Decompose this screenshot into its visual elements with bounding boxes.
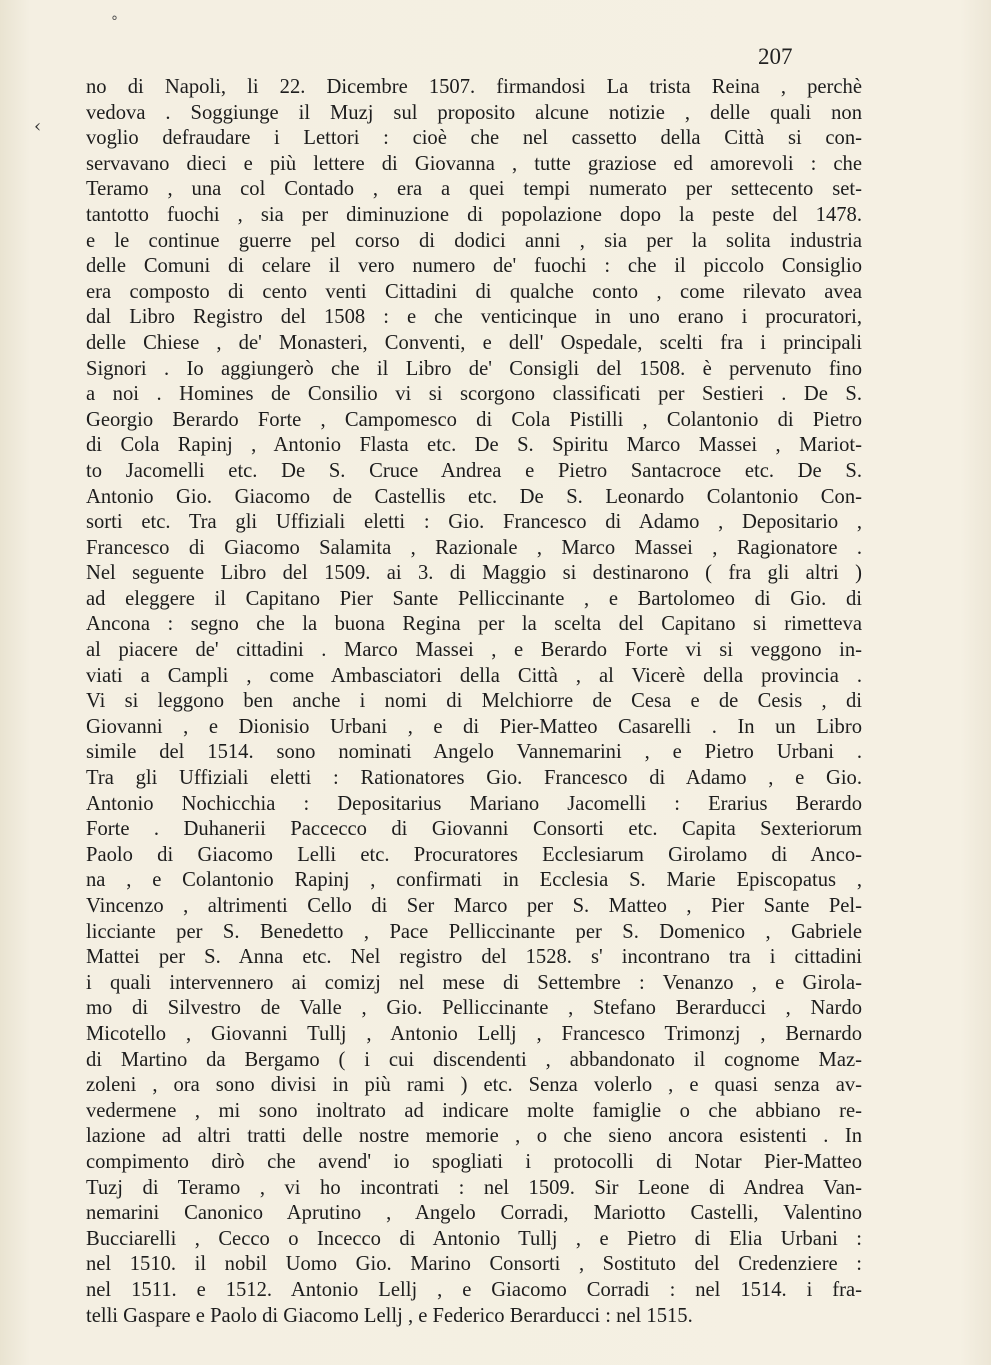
text-line: era composto di cento venti Cittadini di qualche conto , come rilevato avea <box>86 280 862 303</box>
text-line: Tuzj di Teramo , vi ho incontrati : nel 1509. Sir Leone di Andrea Van- <box>86 1176 862 1199</box>
text-line: Francesco di Giacomo Salamita , Razionale , Marco Massei , Ragionatore . <box>86 536 862 559</box>
text-line: al piacere de' cittadini . Marco Massei , e Berardo Forte vi si veggono in- <box>86 639 862 662</box>
text-line: compimento dirò che avend' io spogliati i protocolli di Notar Pier-Matteo <box>86 1150 862 1173</box>
text-line: delle Chiese , de' Monasteri, Conventi, e dell' Ospedale, scelti fra i principali <box>86 331 862 354</box>
text-line: Bucciarelli , Cecco o Incecco di Antonio Tullj , e Pietro di Elia Urbani : <box>86 1227 862 1250</box>
text-line: zoleni , ora sono divisi in più rami ) etc. Senza volerlo , e quasi senza av- <box>86 1074 862 1097</box>
text-line: delle Comuni di celare il vero numero de' fuochi : che il piccolo Consiglio <box>86 255 862 278</box>
text-line: viati a Campli , come Ambasciatori della Città , al Vicerè della provincia . <box>86 664 862 687</box>
text-line: simile del 1514. sono nominati Angelo Vannemarini , e Pietro Urbani . <box>86 741 862 764</box>
text-line: mo di Silvestro de Valle , Gio. Pelliccinante , Stefano Berarducci , Nardo <box>86 997 862 1020</box>
text-line: Mattei per S. Anna etc. Nel registro del 1528. s' incontrano tra i cittadini <box>86 946 862 969</box>
text-line: Teramo , una col Contado , era a quei tempi numerato per settecento set- <box>86 178 862 201</box>
text-line: voglio defraudare i Lettori : cioè che nel cassetto della Città si con- <box>86 127 862 150</box>
text-line: licciante per S. Benedetto , Pace Pelliccinante per S. Domenico , Gabriele <box>86 920 862 943</box>
top-mark: ° <box>111 14 118 30</box>
text-line: dal Libro Registro del 1508 : e che venticinque in uno erano i procuratori, <box>86 306 862 329</box>
text-line: nel 1511. e 1512. Antonio Lellj , e Giacomo Corradi : nel 1514. i fra- <box>86 1278 862 1301</box>
margin-mark: ‹ <box>34 116 42 137</box>
text-line: Paolo di Giacomo Lelli etc. Procuratores Ecclesiarum Girolamo di Anco- <box>86 843 862 866</box>
text-line: Ancona : segno che la buona Regina per la scelta del Capitano si rimetteva <box>86 613 862 636</box>
text-line: ad eleggere il Capitano Pier Sante Pelliccinante , e Bartolomeo di Gio. di <box>86 587 862 610</box>
text-line: Micotello , Giovanni Tullj , Antonio Lellj , Francesco Trimonzj , Bernardo <box>86 1022 862 1045</box>
body-text <box>86 75 862 1329</box>
text-line: Georgio Berardo Forte , Campomesco di Cola Pistilli , Colantonio di Pietro <box>86 408 862 431</box>
text-line: na , e Colantonio Rapinj , confirmati in Ecclesia S. Marie Episcopatus , <box>86 869 862 892</box>
text-line: Antonio Gio. Giacomo de Castellis etc. De S. Leonardo Colantonio Con- <box>86 485 862 508</box>
page-number: 207 <box>758 44 793 69</box>
text-line: i quali intervennero ai comizj nel mese di Settembre : Venanzo , e Girola- <box>86 971 862 994</box>
text-line: vedova . Soggiunge il Muzj sul proposito alcune notizie , delle quali non <box>86 101 862 124</box>
text-line: tantotto fuochi , sia per diminuzione di popolazione dopo la peste del 1478. <box>86 203 862 226</box>
text-line: Nel seguente Libro del 1509. ai 3. di Maggio si destinarono ( fra gli altri ) <box>86 562 862 585</box>
text-line: Antonio Nochicchia : Depositarius Mariano Jacomelli : Erarius Berardo <box>86 792 862 815</box>
text-line: no di Napoli, li 22. Dicembre 1507. firmandosi La trista Reina , perchè <box>86 76 862 98</box>
text-line: sorti etc. Tra gli Uffiziali eletti : Gio. Francesco di Adamo , Depositario , <box>86 511 862 534</box>
text-line: Vincenzo , altrimenti Cello di Ser Marco per S. Matteo , Pier Sante Pel- <box>86 895 862 917</box>
text-line: a noi . Homines de Consilio vi si scorgono classificati per Sestieri . De S. <box>86 383 862 406</box>
text-line: lazione ad altri tratti delle nostre memorie , o che sieno ancora esistenti . In <box>86 1125 862 1148</box>
text-line: servavano dieci e più lettere di Giovanna , tutte graziose ed amorevoli : che <box>86 152 862 175</box>
text-line: Forte . Duhanerii Paccecco di Giovanni Consorti etc. Capita Sexteriorum <box>86 818 862 841</box>
text-line: to Jacomelli etc. De S. Cruce Andrea e Pietro Santacroce etc. De S. <box>86 459 862 482</box>
text-line: di Cola Rapinj , Antonio Flasta etc. De S. Spiritu Marco Massei , Mariot- <box>86 434 862 457</box>
text-line: nel 1510. il nobil Uomo Gio. Marino Consorti , Sostituto del Credenziere : <box>86 1253 862 1276</box>
text-line: di Martino da Bergamo ( i cui discendenti , abbandonato il cognome Maz- <box>86 1048 862 1071</box>
text-line: telli Gaspare e Paolo di Giacomo Lellj , e Federico Berarducci : nel 1515. <box>86 1304 693 1327</box>
text-line: e le continue guerre pel corso di dodici anni , sia per la solita industria <box>86 229 862 252</box>
text-line: vedermene , mi sono inoltrato ad indicare molte famiglie o che abbiano re- <box>86 1099 862 1122</box>
text-line: Vi si leggono ben anche i nomi di Melchiorre de Cesa e de Cesis , di <box>86 690 862 713</box>
text-line: Giovanni , e Dionisio Urbani , e di Pier-Matteo Casarelli . In un Libro <box>86 715 862 738</box>
text-line: nemarini Canonico Aprutino , Angelo Corradi, Mariotto Castelli, Valentino <box>86 1202 862 1225</box>
text-line: Signori . Io aggiungerò che il Libro de' Consigli del 1508. è pervenuto fino <box>86 357 862 380</box>
text-line: Tra gli Uffiziali eletti : Rationatores Gio. Francesco di Adamo , e Gio. <box>86 767 862 790</box>
